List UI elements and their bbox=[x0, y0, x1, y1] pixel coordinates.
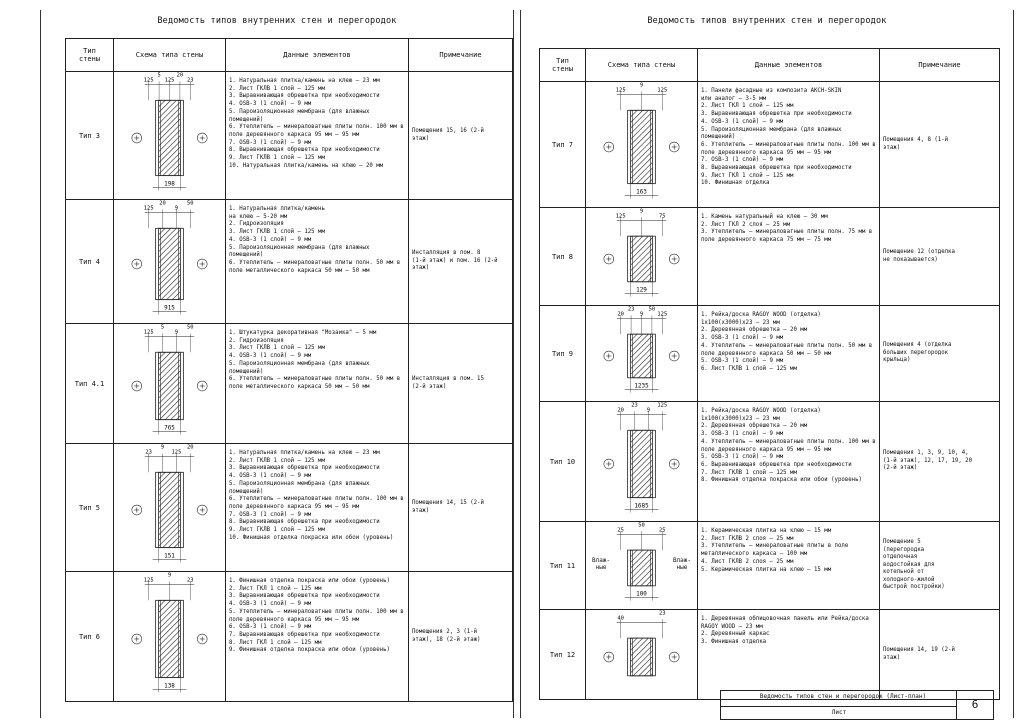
dimension-label: 23 bbox=[187, 577, 194, 584]
dimension-label: 25 bbox=[659, 527, 666, 534]
wall-type-row bbox=[540, 82, 1000, 208]
wall-note: Инсталляция в пом. 8 (1-й этаж) и пом. 16 (2-й этаж) bbox=[409, 200, 513, 324]
wall-note: Помещения 14, 15 (2-й этаж) bbox=[409, 444, 513, 572]
dimension-label: 23 bbox=[659, 610, 666, 617]
wall-section-drawing bbox=[604, 402, 679, 512]
header-note: Примечание bbox=[409, 39, 513, 72]
wall-section-svg bbox=[114, 572, 225, 700]
wall-scheme-cell bbox=[114, 444, 226, 572]
dimension-label: 20 bbox=[187, 444, 194, 451]
wall-type-label: Тип 5 bbox=[66, 444, 114, 572]
wall-scheme-cell bbox=[586, 208, 698, 306]
wall-type-row bbox=[540, 402, 1000, 522]
dimension-label: 125 bbox=[657, 87, 668, 94]
wall-insulation bbox=[631, 430, 653, 497]
header-data: Данные элементов bbox=[698, 49, 880, 82]
header-data: Данные элементов bbox=[226, 39, 409, 72]
wall-type-row bbox=[540, 522, 1000, 610]
wall-types-table-left bbox=[65, 38, 513, 702]
right-sheet-title: Ведомость типов внутренних стен и перегородок bbox=[647, 16, 887, 26]
wall-type-label: Тип 7 bbox=[540, 82, 586, 208]
dimension-label: 20 bbox=[617, 407, 624, 414]
room-label-left: Влаж- ные bbox=[592, 556, 611, 571]
dimension-label: 125 bbox=[143, 329, 154, 336]
dimension-label: 5 bbox=[157, 72, 161, 79]
wall-type-label: Тип 4.1 bbox=[66, 324, 114, 444]
wall-type-row bbox=[540, 208, 1000, 306]
wall-note: Помещение 12 (отделка не показывается) bbox=[880, 208, 1000, 306]
room-label-right: Влаж- ные bbox=[672, 556, 691, 571]
wall-type-row bbox=[66, 444, 513, 572]
dimension-label: 1685 bbox=[634, 502, 649, 510]
wall-scheme-cell bbox=[114, 572, 226, 702]
dimension-label: 9 bbox=[639, 208, 644, 215]
dimension-label: 9 bbox=[160, 444, 165, 451]
wall-layers-text: 1. Камень натуральный на клею – 30 мм 2. Лист ГКЛ 2 слоя – 25 мм 3. Утеплитель – минераловатные плиты полн. 75 мм в поле деревянного каркаса 75 мм – 75 мм bbox=[698, 208, 880, 306]
dimension-label: 100 bbox=[636, 590, 647, 598]
wall-section-drawing bbox=[604, 83, 679, 199]
dimension-label: 125 bbox=[143, 205, 154, 212]
header-note: Примечание bbox=[880, 49, 1000, 82]
left-sheet bbox=[40, 10, 514, 718]
wall-insulation bbox=[159, 100, 181, 175]
wall-layers-text: 1. Керамическая плитка на клею – 15 мм 2. Лист ГКЛВ 2 слоя – 25 мм 3. Утеплитель – минераловатные плиты в поле металлического каркаса – 100 мм 4. Лист ГКЛВ 2 слоя – 25 мм 5. Керамическая плитка на клею – 15 мм bbox=[698, 522, 880, 610]
wall-insulation bbox=[159, 472, 181, 547]
dimension-label: 75 bbox=[659, 213, 666, 220]
dimension-label: 23 bbox=[187, 77, 194, 84]
wall-note: Помещения 2, 3 (1-й этаж), 18 (2-й этаж) bbox=[409, 572, 513, 702]
wall-insulation bbox=[159, 600, 181, 677]
dimension-label: 125 bbox=[171, 449, 182, 456]
sheet-number: 6 bbox=[956, 691, 993, 719]
wall-section-svg bbox=[586, 208, 697, 304]
wall-note: Помещение 5 (перегородка отделочная водостойкая для котельной от холодного-жилой быстрой постройки) bbox=[880, 522, 1000, 610]
wall-layers-text: 1. Финишная отделка покраска или обои (уровень) 2. Лист ГКЛ 1 слой – 125 мм 3. Выравнивающая обрешетка при необходимости 4. OSB-3 (1 слой) – 9 мм 5. Утеплитель – минераловатные плиты полн. 100 мм в поле деревянного каркаса 95 мм – 95 мм 6. OSB-3 (1 слой) – 9 мм 7. Выравнивающая обрешетка при необходимости 8. Лист ГКЛ 1 слой – 125 мм 9. Финишная отделка покраска или обои (уровень) bbox=[226, 572, 409, 702]
dimension-label: 20 bbox=[617, 311, 624, 318]
wall-note: Помещения 4, 8 (1-й этаж) bbox=[880, 82, 1000, 208]
dimension-label: 9 bbox=[646, 407, 651, 414]
header-type: Тип стены bbox=[66, 39, 114, 72]
wall-section-svg bbox=[114, 444, 225, 570]
wall-insulation bbox=[631, 638, 653, 676]
dimension-label: 23 bbox=[627, 306, 635, 313]
wall-layers-text: 1. Штукатурка декоративная "Мозаика" – 5 мм 2. Гидроизоляция 3. Лист ГКЛВ 1 слой – 125 мм 4. OSB-3 (1 слой) – 9 мм 5. Пароизоляционная мембрана (для влажных помещений) 6. Утеплитель – минераловатные плиты полн. 50 мм в поле металлического каркаса 50 мм – 50 мм bbox=[226, 324, 409, 444]
wall-insulation bbox=[631, 550, 653, 586]
wall-type-label: Тип 12 bbox=[540, 610, 586, 700]
wall-type-row bbox=[540, 306, 1000, 402]
wall-insulation bbox=[631, 334, 653, 378]
dimension-label: 125 bbox=[657, 402, 668, 409]
dimension-label: 25 bbox=[617, 527, 624, 534]
wall-section-svg bbox=[114, 72, 225, 198]
dimension-label: 9 bbox=[639, 311, 644, 318]
dimension-label: 125 bbox=[615, 87, 626, 94]
wall-scheme-cell bbox=[586, 402, 698, 522]
wall-type-label: Тип 9 bbox=[540, 306, 586, 402]
wall-scheme-cell bbox=[586, 522, 698, 610]
wall-scheme-cell bbox=[114, 200, 226, 324]
wall-scheme-cell bbox=[586, 306, 698, 402]
wall-layers-text: 1. Рейка/доска RAGOY WOOD (отделка) 1х100(х3000)х23 – 23 мм 2. Деревянная обрешетка – 20 мм 3. OSB-3 (1 слой) – 9 мм 4. Утеплитель – минераловатные плиты полн. 100 мм в поле деревянного каркаса 95 мм – 95 мм 5. OSB-3 (1 слой) – 9 мм 6. Выравнивающая обрешетка при необходимости 7. Лист ГКЛВ 1 слой – 125 мм 8. Финишная отделка покраска или обои (уровень) bbox=[698, 402, 880, 522]
dimension-label: 20 bbox=[176, 72, 184, 79]
dimension-label: 198 bbox=[164, 180, 175, 188]
wall-scheme-cell bbox=[586, 82, 698, 208]
wall-type-row bbox=[66, 572, 513, 702]
wall-type-row bbox=[540, 610, 1000, 700]
wall-section-drawing bbox=[132, 73, 207, 191]
wall-note: Инсталляция в пом. 15 (2-й этаж) bbox=[409, 324, 513, 444]
wall-section-drawing bbox=[132, 573, 207, 693]
wall-section-drawing bbox=[604, 208, 679, 296]
dimension-label: 765 bbox=[164, 424, 175, 432]
wall-scheme-cell bbox=[114, 72, 226, 200]
wall-section-drawing bbox=[604, 306, 679, 392]
wall-type-label: Тип 8 bbox=[540, 208, 586, 306]
wall-section-drawing bbox=[617, 522, 667, 600]
dimension-label: 915 bbox=[164, 304, 175, 312]
wall-layers-text: 1. Панели фасадные из композита AKCH-SKIN или аналог – 3-5 мм 2. Лист ГКЛ 1 слой – 125 мм 3. Выравнивающая обрешетка при необходимости 4. OSB-3 (1 слой) – 9 мм 5. Пароизоляционная мембрана (для влажных помещений) 6. Утеплитель – минераловатные плиты полн. 100 мм в поле деревянного каркаса 95 мм – 95 мм 7. OSB-3 (1 слой) – 9 мм 8. Выравнивающая обрешетка при необходимости 9. Лист ГКЛ 1 слой – 125 мм 10. Финишная отделка bbox=[698, 82, 880, 208]
wall-section-svg bbox=[586, 402, 697, 520]
wall-layers-text: 1. Рейка/доска RAGOY WOOD (отделка) 1х100(х3000)х23 – 23 мм 2. Деревянная обрешетка – 20 мм 3. OSB-3 (1 слой) – 9 мм 4. Утеплитель – минераловатные плиты полн. 50 мм в поле деревянного каркаса 50 мм – 50 мм 5. OSB-3 (1 слой) – 9 мм 6. Лист ГКЛВ 1 слой – 125 мм bbox=[698, 306, 880, 402]
dimension-label: 23 bbox=[631, 402, 638, 409]
wall-type-label: Тип 10 bbox=[540, 402, 586, 522]
wall-type-label: Тип 11 bbox=[540, 522, 586, 610]
wall-note: Помещения 15, 16 (2-й этаж) bbox=[409, 72, 513, 200]
wall-type-label: Тип 4 bbox=[66, 200, 114, 324]
dimension-label: 163 bbox=[636, 188, 647, 196]
wall-note: Помещения 1, 3, 9, 10, 4, (1-й этаж), 12, 17, 19, 20 (2-й этаж) bbox=[880, 402, 1000, 522]
wall-section-drawing bbox=[132, 324, 207, 434]
dimension-label: 23 bbox=[145, 449, 152, 456]
wall-note: Помещения 4 (отделка больших перегородок крыльца) bbox=[880, 306, 1000, 402]
wall-layers-text: 1. Натуральная плитка/камень на клею – 23 мм 2. Лист ГКЛВ 1 слой – 125 мм 3. Выравнивающая обрешетка при необходимости 4. OSB-3 (1 слой) – 9 мм 5. Пароизоляционная мембрана (для влажных помещений) 6. Утеплитель – минераловатные плиты полн. 100 мм в поле деревянного каркаса 95 мм – 95 мм 7. OSB-3 (1 слой) – 9 мм 8. Выравнивающая обрешетка при необходимости 9. Лист ГКЛВ 1 слой – 125 мм 10. Натуральная плитка/камень на клею – 20 мм bbox=[226, 72, 409, 200]
wall-layers-text: 1. Натуральная плитка/камень на клею – 5-20 мм 2. Гидроизоляция 3. Лист ГКЛВ 1 слой – 125 мм 4. OSB-3 (1 слой) – 9 мм 5. Пароизоляционная мембрана (для влажных помещений) 6. Утеплитель – минераловатные плиты полн. 50 мм в поле металлического каркаса 50 мм – 50 мм bbox=[226, 200, 409, 324]
dimension-label: 50 bbox=[187, 324, 194, 331]
wall-layers-text: 1. Деревянная облицовочная панель или Рейка/доска RAGOY WOOD – 23 мм 2. Деревянный каркас 3. Финишная отделка bbox=[698, 610, 880, 700]
dimension-label: 151 bbox=[164, 552, 175, 560]
wall-insulation bbox=[631, 110, 653, 183]
wall-insulation bbox=[159, 352, 181, 419]
header-type: Тип стены bbox=[540, 49, 586, 82]
header-scheme: Схема типа стены bbox=[586, 49, 698, 82]
dimension-label: 50 bbox=[648, 306, 656, 313]
dimension-label: 125 bbox=[143, 77, 154, 84]
wall-section-svg bbox=[586, 610, 697, 698]
wall-section-svg bbox=[114, 200, 225, 322]
right-sheet bbox=[520, 10, 1014, 718]
wall-type-label: Тип 6 bbox=[66, 572, 114, 702]
wall-type-row bbox=[66, 324, 513, 444]
left-sheet-title: Ведомость типов внутренних стен и перегородок bbox=[157, 16, 397, 26]
wall-section-svg bbox=[586, 306, 697, 400]
wall-insulation bbox=[631, 236, 653, 282]
title-block-text: Ведомость типов стен и перегородок (Лист-план) bbox=[759, 693, 927, 700]
sheet-label: Лист bbox=[721, 706, 957, 716]
dimension-label: 125 bbox=[615, 213, 626, 220]
dimension-label: 1235 bbox=[634, 382, 649, 390]
wall-section-drawing bbox=[604, 610, 679, 675]
wall-section-drawing bbox=[132, 445, 207, 563]
wall-section-drawing bbox=[132, 201, 207, 315]
header-scheme: Схема типа стены bbox=[114, 39, 226, 72]
dimension-label: 50 bbox=[187, 200, 194, 207]
dimension-label: 9 bbox=[639, 82, 644, 89]
dimension-label: 138 bbox=[164, 682, 175, 690]
wall-scheme-cell bbox=[586, 610, 698, 700]
wall-layers-text: 1. Натуральная плитка/камень на клею – 23 мм 2. Лист ГКЛВ 1 слой – 125 мм 3. Выравнивающая обрешетка при необходимости 4. OSB-3 (1 слой) – 9 мм 5. Пароизоляционная мембрана (для влажных помещений) 6. Утеплитель – минераловатные плиты полн. 100 мм в поле деревянного каркаса 95 мм – 95 мм 7. OSB-3 (1 слой) – 9 мм 8. Выравнивающая обрешетка при необходимости 9. Лист ГКЛВ 1 слой – 125 мм 10. Финишная отделка покраска или обои (уровень) bbox=[226, 444, 409, 572]
dimension-label: 125 bbox=[657, 311, 668, 318]
dimension-label: 125 bbox=[143, 577, 154, 584]
dimension-label: 40 bbox=[617, 615, 624, 622]
dimension-label: 50 bbox=[638, 522, 645, 529]
wall-type-row bbox=[66, 72, 513, 200]
dimension-label: 125 bbox=[164, 77, 175, 84]
dimension-label: 129 bbox=[636, 286, 647, 294]
wall-note: Помещения 14, 19 (2-й этаж) bbox=[880, 610, 1000, 700]
wall-types-table-right bbox=[539, 48, 1000, 700]
wall-scheme-cell bbox=[114, 324, 226, 444]
wall-type-label: Тип 3 bbox=[66, 72, 114, 200]
dimension-label: 20 bbox=[159, 200, 166, 207]
dimension-label: 9 bbox=[167, 572, 172, 579]
wall-section-svg bbox=[586, 82, 697, 206]
wall-insulation bbox=[159, 228, 181, 299]
dimension-label: 5 bbox=[160, 324, 165, 331]
title-block bbox=[720, 690, 994, 720]
wall-type-row bbox=[66, 200, 513, 324]
dimension-label: 9 bbox=[174, 329, 179, 336]
wall-section-svg bbox=[114, 324, 225, 442]
dimension-label: 9 bbox=[174, 205, 179, 212]
